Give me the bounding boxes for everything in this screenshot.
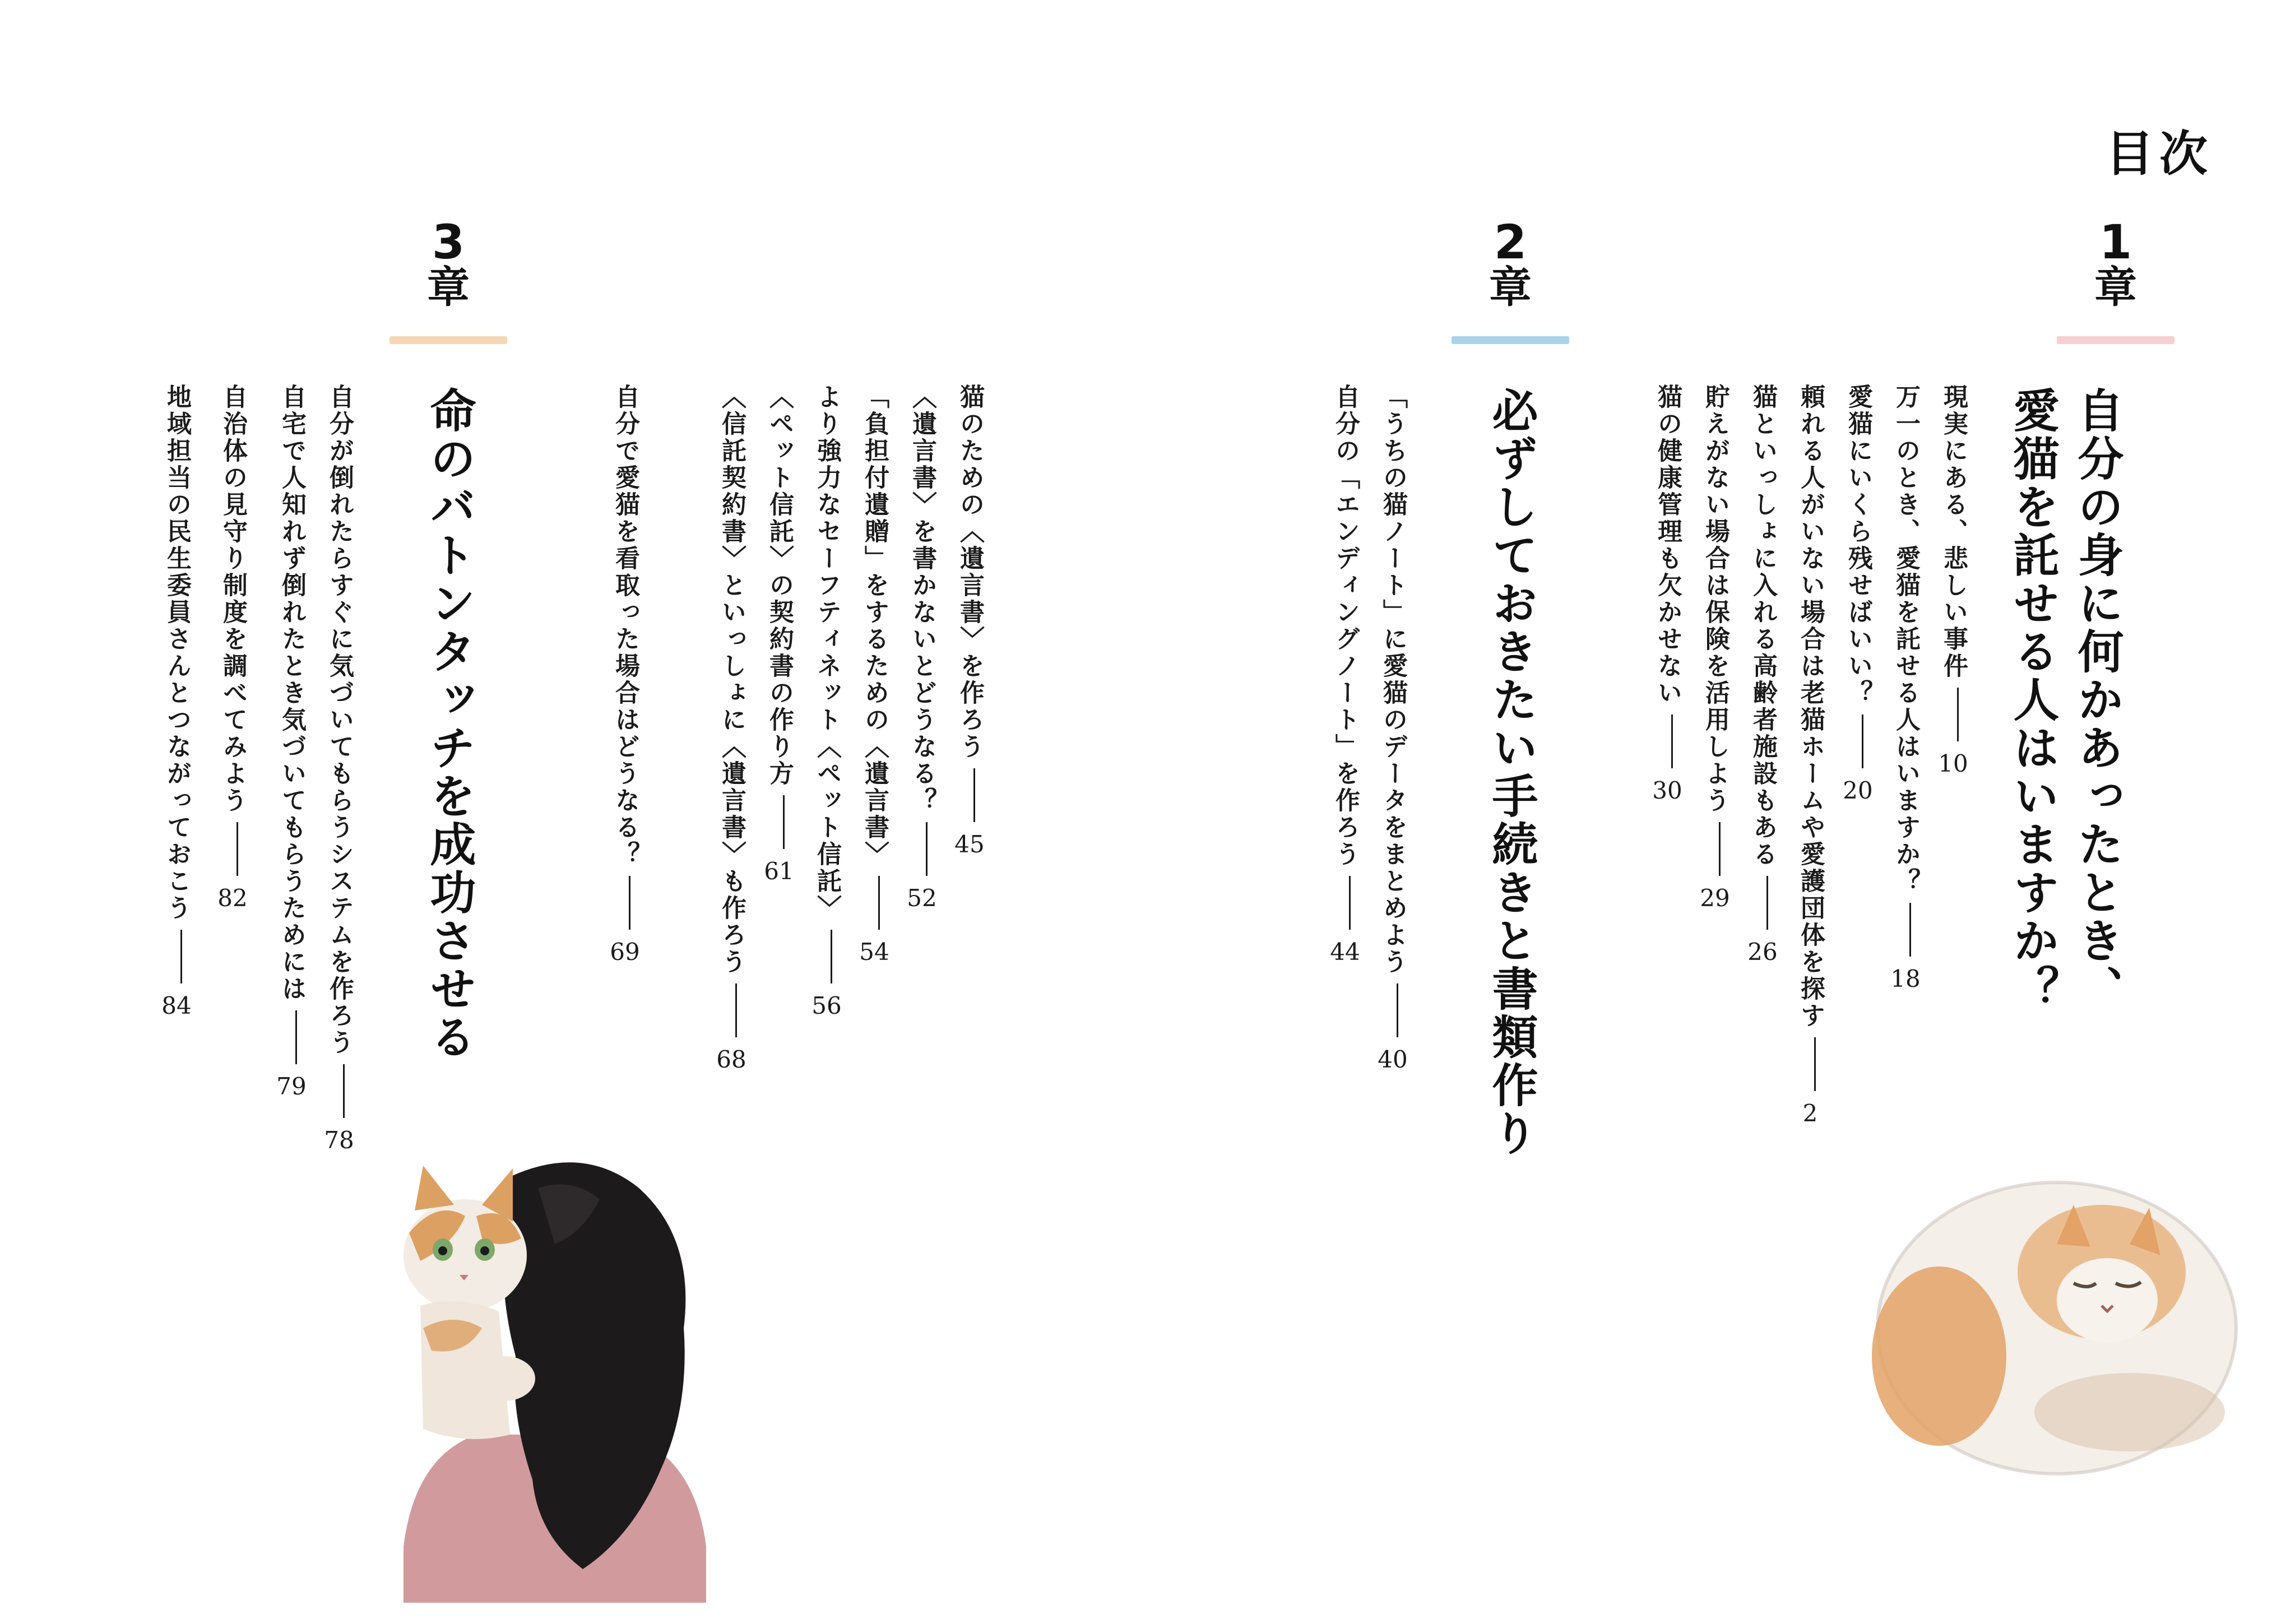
leader-line [783, 795, 788, 849]
leader-line [831, 930, 836, 983]
toc-entry[interactable] [608, 384, 642, 969]
chapter-divider [1452, 336, 1569, 344]
woman-holding-cat-illustration [370, 1143, 717, 1603]
toc-entry-text: 自治体の見守り制度を調べてみよう [219, 384, 247, 814]
toc-entry[interactable] [1698, 384, 1732, 915]
toc-entry[interactable] [1936, 384, 1970, 781]
toc-entry[interactable] [810, 384, 843, 1023]
toc-entry[interactable] [953, 384, 986, 861]
leader-line [237, 822, 242, 876]
toc-entry-page: 56 [812, 992, 842, 1019]
chapter-divider [389, 336, 507, 344]
toc-entry-text: 自分で愛猫を看取った場合はどうなる？ [611, 384, 639, 868]
toc-entry-page: 69 [610, 938, 640, 966]
toc-entry[interactable] [1793, 384, 1827, 1130]
chapter-heading-line-1: 必ずしておきたい手続きと書類作り [1485, 387, 1538, 1158]
leader-line [1349, 876, 1354, 930]
leader-line [1814, 1037, 1819, 1091]
toc-entry-page: 54 [859, 938, 889, 966]
sleeping-cat-illustration [1866, 1143, 2247, 1479]
leader-line [1909, 903, 1914, 957]
toc-entry-text: 貯えがない場合は保険を活用しよう [1701, 384, 1729, 814]
toc-entry[interactable] [216, 384, 249, 915]
leader-line [1766, 876, 1772, 930]
toc-entry-text: 自分が倒れたらすぐに気づいてもらうシステムを作ろう [325, 384, 354, 1056]
toc-entry-text: 頼れる人がいない場合は老猫ホームや愛護団体を探す [1796, 384, 1825, 1029]
toc-entry-text: 猫といっしょに入れる高齢者施設もある [1749, 384, 1777, 868]
toc-entry[interactable] [715, 384, 748, 1077]
toc-entry[interactable] [905, 384, 939, 915]
toc-entry-page: 40 [1378, 1046, 1408, 1073]
toc-entry-text: より強力なセーフティネット〈ペット信託〉 [813, 384, 841, 922]
toc-entry-page: 26 [1747, 938, 1778, 966]
chapter-number: 1 [2099, 215, 2132, 270]
toc-entry-text: 「うちの猫ノート」に愛猫のデータをまとめよう [1379, 384, 1407, 976]
chapter-number: 2 [1494, 215, 1527, 270]
leader-line [926, 822, 931, 876]
toc-entry-page: 84 [161, 992, 192, 1019]
chapter-heading-line-1: 命のバトンタッチを成功させる [423, 387, 476, 1061]
toc-entry-text: 自分の「エンディングノート」を作ろう [1331, 384, 1360, 868]
toc-entry-page: 30 [1652, 777, 1682, 804]
toc-entry[interactable] [762, 384, 796, 888]
toc-entry-text: 猫の健康管理も欠かせない [1653, 384, 1682, 707]
toc-entry-page: 20 [1843, 777, 1873, 804]
toc-entry-page: 10 [1938, 750, 1968, 777]
leader-line [629, 876, 634, 930]
leader-line [180, 930, 186, 983]
toc-entry-text: 〈ペット信託〉の契約書の作り方 [765, 384, 794, 787]
toc-entry-page: 2 [1802, 1099, 1818, 1127]
toc-entry-text: 自宅で人知れず倒れたとき気づいてもらうためには [277, 384, 306, 1003]
leader-line [1957, 688, 1962, 741]
chapter-divider [2057, 336, 2174, 344]
leader-line [295, 1010, 300, 1064]
leader-line [343, 1064, 348, 1118]
leader-line [973, 768, 979, 822]
leader-line [1719, 822, 1724, 876]
chapter-heading-line-2: 愛猫を託せる人はいますか？ [2006, 387, 2059, 1013]
toc-entry-page: 61 [764, 857, 794, 885]
toc-entry[interactable] [275, 384, 308, 1103]
toc-entry-page: 68 [716, 1046, 746, 1073]
chapter-mark: 章 [427, 262, 470, 312]
toc-entry-page: 78 [324, 1126, 354, 1154]
leader-line [878, 876, 883, 930]
leader-line [1862, 714, 1867, 768]
toc-entry[interactable] [857, 384, 891, 969]
toc-entry-text: 猫のための〈遺言書〉を作ろう [956, 384, 984, 760]
chapter-heading-line-1: 自分の身に何かあったとき、 [2070, 387, 2123, 1013]
toc-entry[interactable] [1746, 384, 1779, 969]
toc-entry[interactable] [1376, 384, 1409, 1077]
toc-entry-page: 45 [954, 830, 985, 858]
toc-entry[interactable] [160, 384, 193, 1023]
toc-entry-page: 29 [1700, 884, 1730, 912]
toc-entry-text: 〈信託契約書〉といっしょに〈遺言書〉も作ろう [717, 384, 746, 976]
toc-entry[interactable] [1841, 384, 1875, 808]
toc-entry[interactable] [1889, 384, 1922, 996]
toc-entry-text: 地域担当の民生委員さんとつながっておこう [163, 384, 191, 922]
leader-line [735, 983, 740, 1037]
toc-entry-text: 万一のとき、愛猫を託せる人はいますか？ [1891, 384, 1920, 895]
chapter-mark: 章 [1489, 262, 1532, 312]
leader-line [1671, 714, 1676, 768]
toc-entry-text: 「負担付遺贈」をするための〈遺言書〉 [860, 384, 889, 868]
toc-entry-text: 現実にある、悲しい事件 [1939, 384, 1968, 680]
chapter-number: 3 [432, 215, 465, 270]
toc-entry-page: 79 [276, 1073, 307, 1100]
toc-entry[interactable] [1650, 384, 1684, 808]
toc-entry-text: 〈遺言書〉を書かないとどうなる？ [908, 384, 936, 814]
toc-entry-page: 44 [1330, 938, 1360, 966]
chapter-mark: 章 [2094, 262, 2137, 312]
toc-entry[interactable] [1328, 384, 1362, 969]
toc-entry-page: 52 [907, 884, 937, 912]
toc-entry-page: 82 [217, 884, 248, 912]
toc-entry-text: 愛猫にいくら残せばいい？ [1844, 384, 1872, 707]
leader-line [1397, 983, 1402, 1037]
toc-entry-page: 18 [1890, 965, 1921, 992]
page-title: 目次 [2106, 126, 2213, 182]
toc-entry[interactable] [322, 384, 356, 1157]
